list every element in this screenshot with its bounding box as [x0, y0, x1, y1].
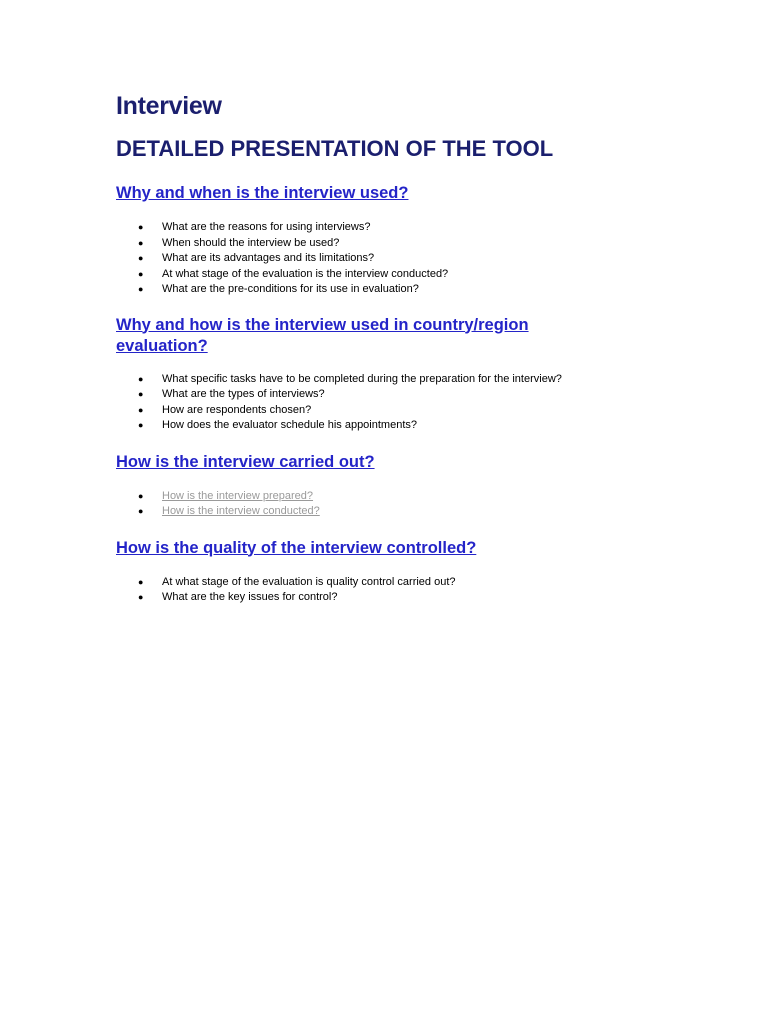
section-link-why-and-when[interactable]: [116, 183, 716, 204]
list-item-text: How does the evaluator schedule his appointments?: [162, 419, 417, 431]
list-item-text: How are respondents chosen?: [162, 403, 312, 416]
section-heading-text: How is the interview carried out?: [116, 452, 375, 471]
list-item-text: What are the key issues for control?: [162, 591, 338, 603]
section-heading-text-line2: evaluation?: [116, 336, 208, 355]
list-item-text: At what stage of the evaluation is quality control carried out?: [162, 575, 456, 588]
list-item: [116, 590, 716, 606]
bullet-icon: ●: [138, 222, 144, 232]
list-item: [116, 282, 716, 298]
list-item: [116, 236, 716, 252]
list-item: [116, 403, 716, 419]
section-link-why-and-how[interactable]: [116, 315, 716, 357]
list-item-text: What specific tasks have to be completed during the preparation for the interview?: [162, 372, 562, 385]
list-item: [116, 372, 716, 388]
list-item: [116, 418, 716, 434]
bullet-list: [116, 575, 716, 606]
document-title: Interview: [116, 92, 222, 120]
list-item: [116, 267, 716, 283]
list-item: [116, 220, 716, 236]
bullet-icon: ●: [138, 420, 144, 430]
document-subtitle: DETAILED PRESENTATION OF THE TOOL: [116, 136, 554, 161]
list-item-link-text: How is the interview conducted?: [162, 505, 320, 517]
section-heading-text: Why and when is the interview used?: [116, 184, 409, 202]
list-item: [116, 251, 716, 267]
bullet-icon: ●: [138, 576, 144, 587]
bullet-list: [116, 220, 716, 298]
bullet-icon: ●: [138, 284, 144, 294]
bullet-list: [116, 489, 716, 520]
bullet-icon: ●: [138, 389, 144, 399]
document-content: [116, 88, 716, 606]
section-link-carried-out[interactable]: [116, 452, 716, 473]
bullet-icon: ●: [138, 592, 144, 602]
list-item-text: What are the reasons for using interviews?: [162, 221, 371, 233]
section-heading-text: How is the quality of the interview controlled?: [116, 538, 477, 557]
list-item-link-prepared[interactable]: [116, 489, 716, 505]
bullet-icon: ●: [138, 268, 144, 279]
list-item-link-text: How is the interview prepared?: [162, 489, 314, 502]
bullet-list: [116, 372, 716, 434]
bullet-icon: ●: [138, 506, 144, 516]
bullet-icon: ●: [138, 373, 144, 384]
list-item-text: What are the pre-conditions for its use in evaluation?: [162, 283, 419, 295]
bullet-icon: ●: [138, 404, 144, 415]
section-heading-text-line1: Why and how is the interview used in country/region: [116, 315, 529, 334]
list-item-text: When should the interview be used?: [162, 236, 340, 249]
list-item: [116, 387, 716, 403]
list-item-text: What are its advantages and its limitations?: [162, 252, 375, 264]
bullet-icon: ●: [138, 490, 144, 501]
list-item-text: What are the types of interviews?: [162, 388, 325, 400]
list-item-link-conducted[interactable]: [116, 504, 716, 520]
list-item: [116, 575, 716, 591]
bullet-icon: ●: [138, 237, 144, 248]
bullet-icon: ●: [138, 253, 144, 263]
list-item-text: At what stage of the evaluation is the interview conducted?: [162, 267, 449, 280]
section-link-quality-control[interactable]: [116, 538, 716, 559]
